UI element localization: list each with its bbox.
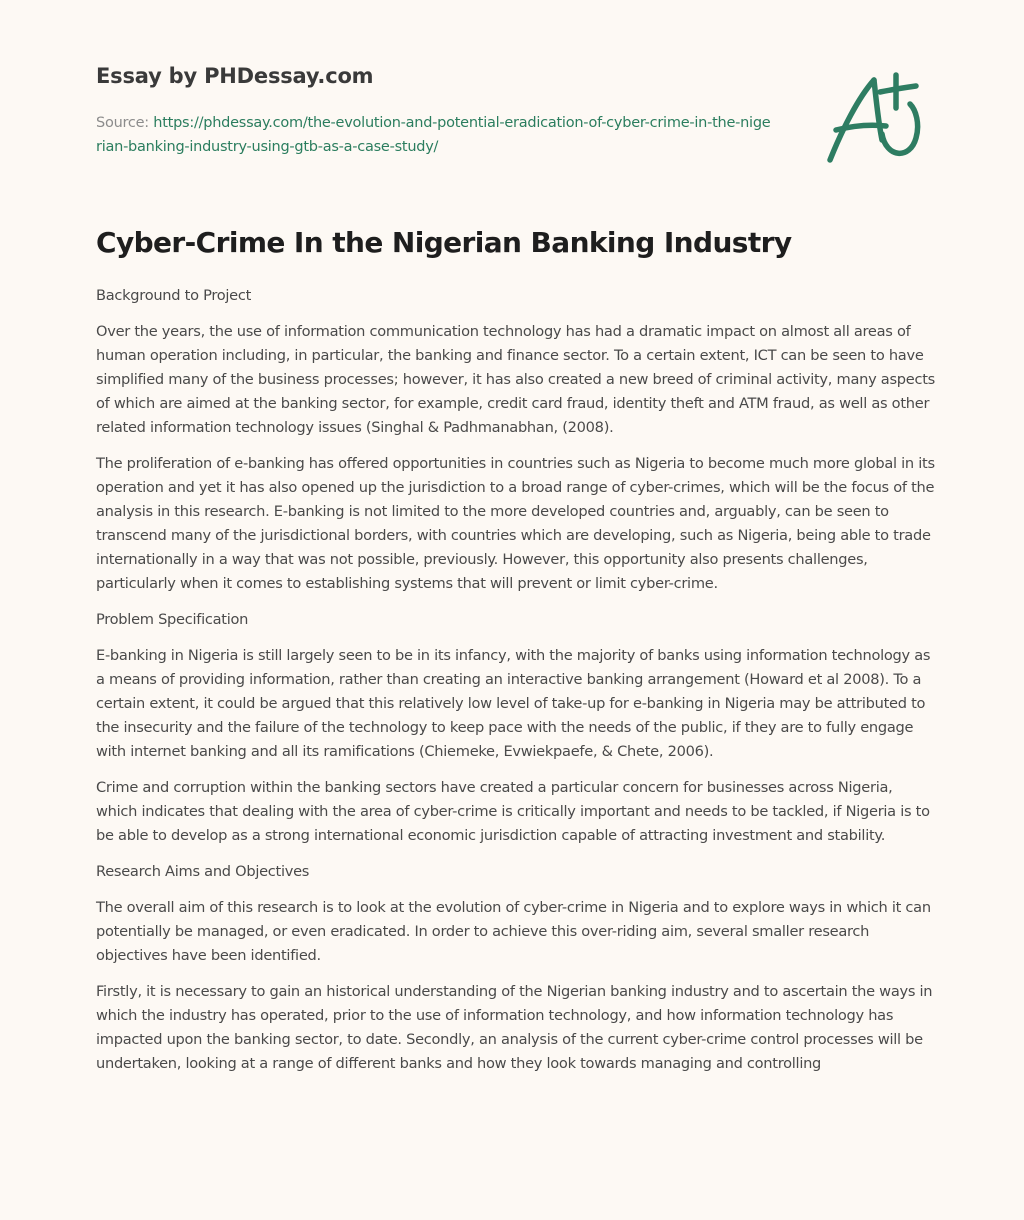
- article-title: Cyber-Crime In the Nigerian Banking Industry: [96, 226, 792, 259]
- paragraph: Crime and corruption within the banking sectors have created a particular concern for businesses across Nigeria, which indicates that dealing with the area of cyber-crime is critically important and needs to be tackled, if Nigeria is to be able to develop as a strong international economic jurisdiction capable of attracting investment and stability.: [96, 779, 930, 844]
- site-title: Essay by PHDessay.com: [96, 64, 374, 88]
- paragraph: The overall aim of this research is to look at the evolution of cyber-crime in Nigeria and to explore ways in which it can potentially be managed, or even eradicated. In order to achieve this over-riding aim, several smaller research objectives have been identified.: [96, 899, 931, 964]
- paragraph: Firstly, it is necessary to gain an historical understanding of the Nigerian banking industry and to ascertain the ways in which the industry has operated, prior to the use of information technology, and how information technology has impacted upon the banking sector, to date. Secondly, an analysis of the current cyber-crime control processes will be undertaken, looking at a range of different banks and how they look towards managing and controlling: [96, 983, 933, 1072]
- source-label: Source:: [96, 115, 154, 131]
- a-plus-grade-icon: [824, 68, 934, 168]
- source-link[interactable]: https://phdessay.com/the-evolution-and-potential-eradication-of-cyber-crime-in-the-nigerian-banking-industry-using-gtb-as-a-case-study/: [96, 115, 771, 155]
- article-body: [96, 284, 936, 1088]
- section-heading-problem-specification: Problem Specification: [96, 611, 249, 628]
- paragraph: E-banking in Nigeria is still largely seen to be in its infancy, with the majority of banks using information technology as a means of providing information, rather than creating an interactive banking arrangement (Howard et al 2008). To a certain extent, it could be argued that this relatively low level of take-up for e-banking in Nigeria may be attributed to the insecurity and the failure of the technology to keep pace with the needs of the public, if they are to fully engage with internet banking and all its ramifications (Chiemeke, Evwiekpaefe, & Chete, 2006).: [96, 647, 931, 760]
- section-heading-research-aims: Research Aims and Objectives: [96, 863, 310, 880]
- source-line: [96, 111, 776, 159]
- paragraph: Over the years, the use of information communication technology has had a dramatic impact on almost all areas of human operation including, in particular, the banking and finance sector. To a certain extent, ICT can be seen to have simplified many of the business processes; however, it has also created a new breed of criminal activity, many aspects of which are aimed at the banking sector, for example, credit card fraud, identity theft and ATM fraud, as well as other related information technology issues (Singhal & Padhmanabhan, (2008).: [96, 323, 935, 436]
- page-header: [96, 0, 960, 210]
- paragraph: The proliferation of e-banking has offered opportunities in countries such as Nigeria to become much more global in its operation and yet it has also opened up the jurisdiction to a broad range of cyber-crimes, which will be the focus of the analysis in this research. E-banking is not limited to the more developed countries and, arguably, can be seen to transcend many of the jurisdictional borders, with countries which are developing, such as Nigeria, being able to trade internationally in a way that was not possible, previously. However, this opportunity also presents challenges, particularly when it comes to establishing systems that will prevent or limit cyber-crime.: [96, 455, 935, 592]
- section-heading-background: Background to Project: [96, 287, 252, 304]
